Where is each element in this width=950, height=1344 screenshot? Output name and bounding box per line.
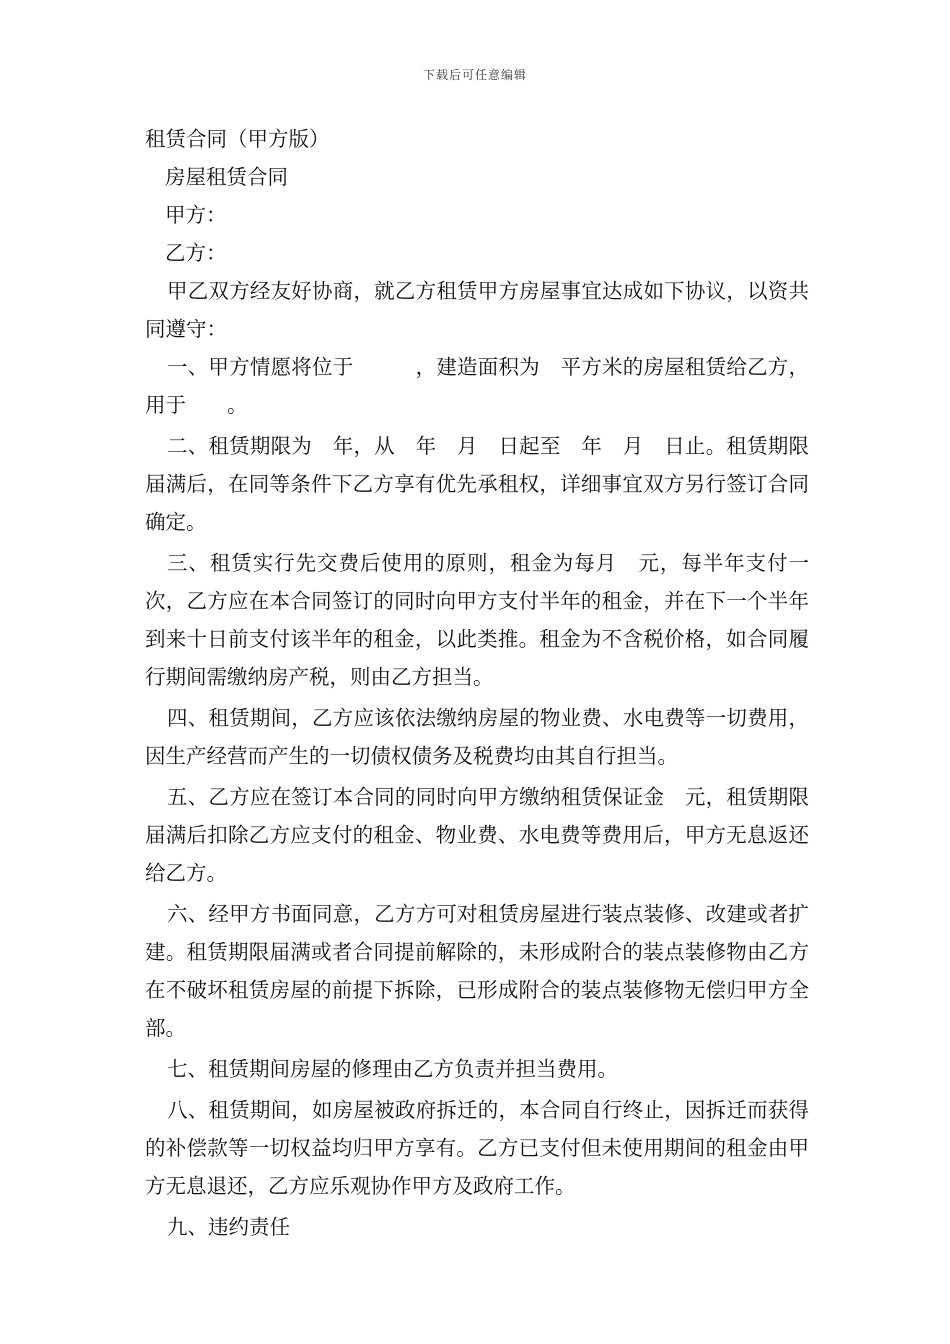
document-title: 租赁合同（甲方版） — [145, 127, 330, 151]
clause-5: 五、乙方应在签订本合同的同时向甲方缴纳租赁保证金 元，租赁期限届满后扣除乙方应支付的租金、物业费、水电费等费用后，甲方无息返还给乙方。 — [145, 785, 809, 885]
preamble-paragraph: 甲乙双方经友好协商，就乙方租赁甲方房屋事宜达成如下协议，以资共同遵守： — [145, 279, 809, 341]
clause-1: 一、甲方情愿将位于 ，建造面积为 平方米的房屋租赁给乙方，用于 。 — [145, 355, 809, 417]
party-b-field: 乙方： — [165, 241, 227, 265]
page-header: 下载后可任意编辑 — [422, 68, 527, 82]
clause-4: 四、租赁期间，乙方应该依法缴纳房屋的物业费、水电费等一切费用，因生产经营而产生的一切债权债务及税费均由其自行担当。 — [145, 706, 809, 768]
clause-9: 九、违约责任 — [167, 1215, 290, 1239]
clause-2: 二、租赁期限为 年，从 年 月 日起至 年 月 日止。租赁期限届满后，在同等条件下乙方享有优先承租权，详细事宜双方另行签订合同确定。 — [145, 434, 809, 534]
clause-7: 七、租赁期间房屋的修理由乙方负责并担当费用。 — [167, 1057, 618, 1081]
party-a-field: 甲方： — [165, 203, 227, 227]
document-subtitle: 房屋租赁合同 — [165, 165, 288, 189]
clause-8: 八、租赁期间，如房屋被政府拆迁的，本合同自行终止，因拆迁而获得的补偿款等一切权益均归甲方享有。乙方已支付但未使用期间的租金由甲方无息退还，乙方应乐观协作甲方及政府工作。 — [145, 1098, 809, 1198]
document-body — [145, 120, 809, 1246]
clause-3: 三、租赁实行先交费后使用的原则，租金为每月 元，每半年支付一次，乙方应在本合同签订的同时向甲方支付半年的租金，并在下一个半年到来十日前支付该半年的租金，以此类推。租金为不含税价格，如合同履行期间需缴纳房产税，则由乙方担当。 — [145, 551, 809, 689]
clause-6: 六、经甲方书面同意，乙方方可对租赁房屋进行装点装修、改建或者扩建。租赁期限届满或者合同提前解除的，未形成附合的装点装修物由乙方在不破坏租赁房屋的前提下拆除，已形成附合的装点装修物无偿归甲方全部。 — [145, 902, 809, 1040]
